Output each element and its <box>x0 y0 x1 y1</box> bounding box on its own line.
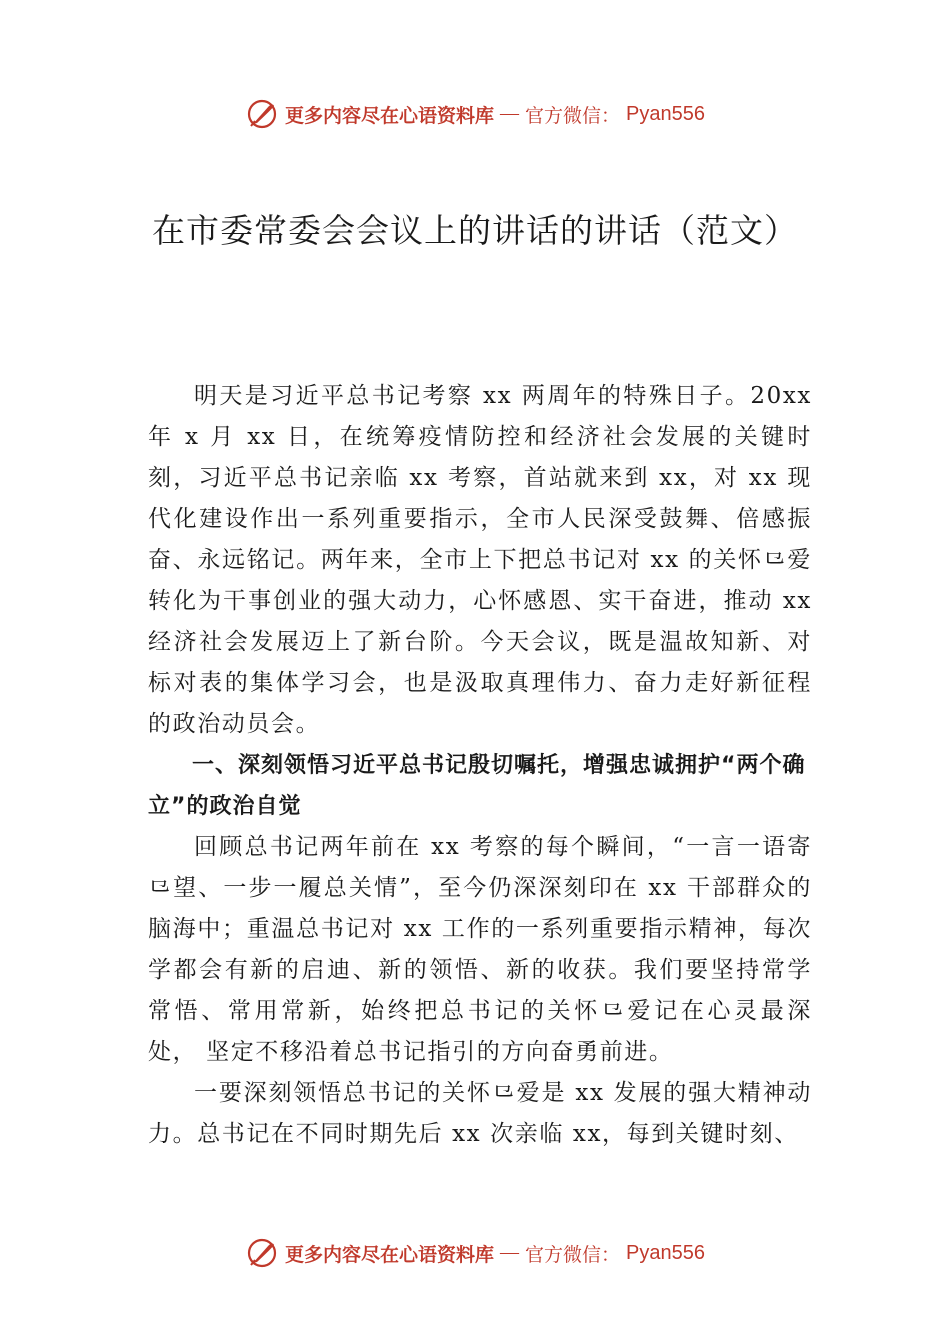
banner-wechat-id: Pyan556 <box>626 102 705 125</box>
paragraph: 回顾总书记两年前在 xx 考察的每个瞬间，“一言一语寄⺋望、一步一履总关情”，至今仍深深刻印在 xx 干部群众的脑海中；重温总书记对 xx 工作的一系列重要指示精神，每次学都会有新的启迪、新的领悟、新的收获。我们要坚持常学常悟、常用常新，始终把总书记的关怀⺋爱记在心灵最深处， 坚定不移沿着总书记指引的方向奋勇前进。 <box>148 834 812 1065</box>
document-title: 在市委常委会会议上的讲话的讲话（范文） <box>152 211 798 250</box>
banner-dash: — <box>500 103 520 124</box>
banner-text: 更多内容尽在心语资料库 <box>285 104 495 127</box>
header-watermark-banner <box>0 94 950 134</box>
banner-text: 更多内容尽在心语资料库 <box>285 1243 495 1266</box>
banner-wechat-id: Pyan556 <box>626 1241 705 1264</box>
section-heading: 一、深刻领悟习近平总书记殷切嘱托，增强忠诚拥护“两个确立”的政治自觉 <box>148 753 806 819</box>
document-body <box>148 376 812 1155</box>
quill-pen-logo-icon <box>245 97 279 131</box>
paragraph: 一要深刻领悟总书记的关怀⺋爱是 xx 发展的强大精神动力。总书记在不同时期先后 xx 次亲临 xx，每到关键时刻、 <box>148 1080 812 1147</box>
banner-dash: — <box>500 1242 520 1263</box>
footer-watermark-banner <box>0 1233 950 1273</box>
paragraph: 明天是习近平总书记考察 xx 两周年的特殊日子。20xx年 x 月 xx 日，在统筹疫情防控和经济社会发展的关键时刻，习近平总书记亲临 xx 考察，首站就来到 xx，对 xx 现代化建设作出一系列重要指示，全市人民深受鼓舞、倍感振奋、永远铭记。两年来，全市上下把总书记对 xx 的关怀⺋爱转化为干事创业的强大动力，心怀感恩、实干奋进，推动 xx 经济社会发展迈上了新台阶。今天会议，既是温故知新、对标对表的集体学习会，也是汲取真理伟力、奋力走好新征程的政治动员会。 <box>148 383 812 737</box>
banner-wechat-label: 官方微信： <box>525 104 621 127</box>
banner-wechat-label: 官方微信： <box>525 1243 621 1266</box>
quill-pen-logo-icon <box>245 1236 279 1270</box>
